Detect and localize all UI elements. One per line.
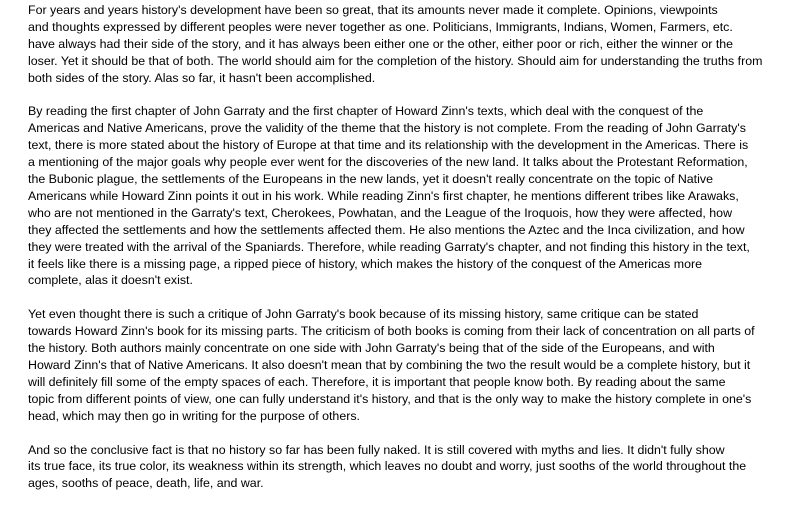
paragraph-line: have always had their side of the story, and it has always been either one or the other, either poor or rich, either the winner or the: [28, 36, 734, 51]
paragraph-line: its true face, its true color, its weakness within its strength, which leaves no doubt and worry, just sooths of the world throughout the: [28, 459, 747, 474]
paragraph-line: both sides of the story. Alas so far, it hasn't been accomplished.: [28, 70, 376, 85]
essay-paragraph-3: [10, 306, 794, 424]
paragraph-line: topic from different points of view, one can fully understand it's history, and that is the only way to make the history complete in one's: [28, 391, 752, 406]
paragraph-line: and thoughts expressed by different peoples were never together as one. Politicians, Immigrants, Indians, Women, Farmers, etc.: [28, 19, 733, 34]
paragraph-line: will definitely fill some of the empty spaces of each. Therefore, it is important that people know both. By reading about the same: [28, 374, 726, 389]
paragraph-line: the Bubonic plague, the settlements of the Europeans in the new lands, yet it doesn't really concentrate on the topic of Native: [28, 172, 713, 187]
paragraph-line: who are not mentioned in the Garraty's text, Cherokees, Powhatan, and the League of the Iroquois, how they were affected, how: [28, 205, 733, 220]
paragraph-line: Howard Zinn's that of Native Americans. It also doesn't mean that by combining the two the result would be a complete history, but it: [28, 358, 751, 372]
paragraph-line: it feels like there is a missing page, a ripped piece of history, which makes the history of the conquest of the Americas more: [28, 256, 703, 271]
paragraph-line: By reading the first chapter of John Garraty and the first chapter of Howard Zinn's texts, which deal with the conquest of the: [28, 104, 704, 119]
paragraph-line: text, there is more stated about the history of Europe at that time and its relationship with the development in the Americas. There is: [28, 138, 749, 153]
essay-paragraph-4: [10, 442, 794, 493]
paragraph-line: complete, alas it doesn't exist.: [28, 273, 193, 288]
paragraph-line: For years and years history's development have been so great, that its amounts never made it complete. Opinions, viewpoints: [28, 3, 718, 17]
paragraph-line: loser. Yet it should be that of both. The world should aim for the completion of the history. Should aim for understanding the truths from: [28, 53, 763, 68]
essay-paragraph-2: [10, 103, 794, 289]
paragraph-line: Americas and Native Americans, prove the validity of the theme that the history is not complete. From the reading of John Garraty's: [28, 121, 746, 136]
paragraph-line: they were treated with the arrival of the Spaniards. Therefore, while reading Garraty's chapter, and not finding this history in the text,: [28, 239, 750, 254]
paragraph-line: ages, sooths of peace, death, life, and war.: [28, 476, 264, 491]
paragraph-line: a mentioning of the major goals why people ever went for the discoveries of the new land. It talks about the Protestant Reformation,: [28, 155, 748, 170]
paragraph-line: And so the conclusive fact is that no history so far has been fully naked. It is still covered with myths and lies. It didn't fully show: [28, 442, 725, 457]
paragraph-line: head, which may then go in writing for the purpose of others.: [28, 408, 360, 423]
paragraph-line: the history. Both authors mainly concentrate on one side with John Garraty's being that of the side of the Europeans, and with: [28, 341, 715, 356]
paragraph-line: towards Howard Zinn's book for its missing parts. The criticism of both books is coming from their lack of concentration on all parts of: [28, 324, 755, 339]
essay-paragraph-1: [10, 2, 794, 87]
paragraph-line: Americans while Howard Zinn points it out in his work. While reading Zinn's first chapter, he mentions different tribes like Arawaks,: [28, 188, 739, 203]
paragraph-line: Yet even thought there is such a critique of John Garraty's book because of its missing history, same critique can be stated: [28, 307, 699, 322]
paragraph-line: they affected the settlements and how the settlements affected them. He also mentions the Aztec and the Inca civilization, and how: [28, 222, 745, 237]
